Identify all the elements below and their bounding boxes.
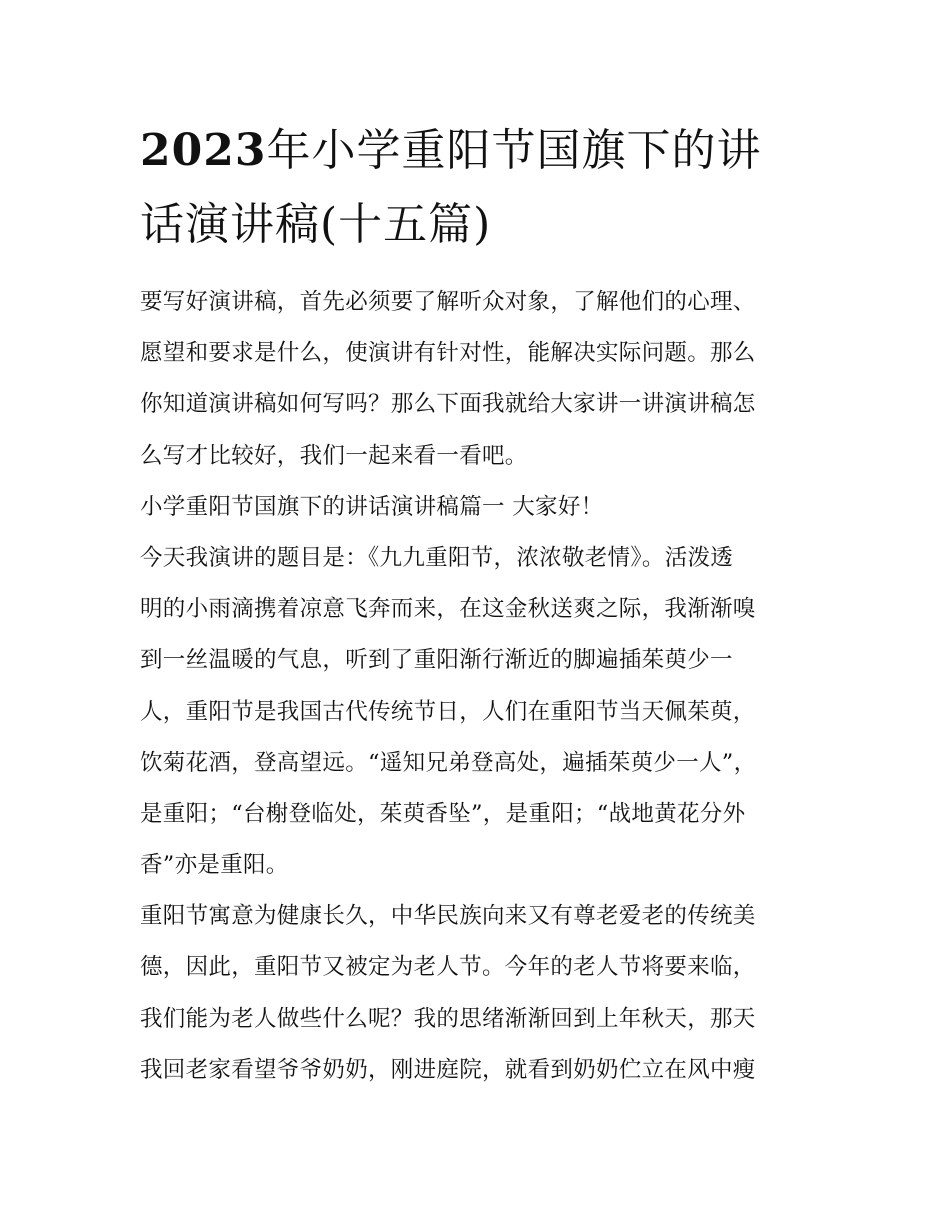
body-line: 重阳节寓意为健康长久，中华民族向来又有尊老爱老的传统美 xyxy=(140,903,756,930)
title-text-line1: 年小学重阳节国旗下的讲 xyxy=(266,125,762,176)
title-text-line2: 话演讲稿(十五篇) xyxy=(140,199,492,250)
section-heading-line: 小学重阳节国旗下的讲话演讲稿篇一 大家好！ xyxy=(140,493,604,520)
document-body xyxy=(140,281,815,1100)
body-line: 是重阳；“台榭登临处，茱萸香坠”，是重阳；“战地黄花分外 xyxy=(140,800,746,827)
body-line: 愿望和要求是什么，使演讲有针对性，能解决实际问题。那么 xyxy=(140,340,756,367)
body-line: 饮菊花酒，登高望远。“遥知兄弟登高处，遍插茱萸少一人”， xyxy=(140,749,757,776)
body-line: 你知道演讲稿如何写吗？那么下面我就给大家讲一讲演讲稿怎 xyxy=(140,391,756,418)
body-line: 到一丝温暖的气息，听到了重阳渐行渐近的脚遍插茱萸少一 xyxy=(140,647,733,674)
body-line: 德，因此，重阳节又被定为老人节。今年的老人节将要来临， xyxy=(140,954,756,981)
body-line: 我们能为老人做些什么呢？我的思绪渐渐回到上年秋天，那天 xyxy=(140,1005,756,1032)
document-title xyxy=(140,114,815,262)
body-line: 明的小雨滴携着凉意飞奔而来，在这金秋送爽之际，我渐渐嗅 xyxy=(140,596,756,623)
body-line: 香”亦是重阳。 xyxy=(140,852,289,879)
body-line: 要写好演讲稿，首先必须要了解听众对象，了解他们的心理、 xyxy=(140,289,756,315)
body-line: 今天我演讲的题目是：《九九重阳节，浓浓敬老情》。活泼透 xyxy=(140,544,734,571)
title-year: 2023 xyxy=(140,125,267,176)
body-line: 我回老家看望爷爷奶奶，刚进庭院，就看到奶奶伫立在风中瘦 xyxy=(140,1056,756,1083)
body-line: 么写才比较好，我们一起来看一看吧。 xyxy=(140,442,528,469)
body-line: 人，重阳节是我国古代传统节日，人们在重阳节当天佩茱萸， xyxy=(140,698,756,725)
